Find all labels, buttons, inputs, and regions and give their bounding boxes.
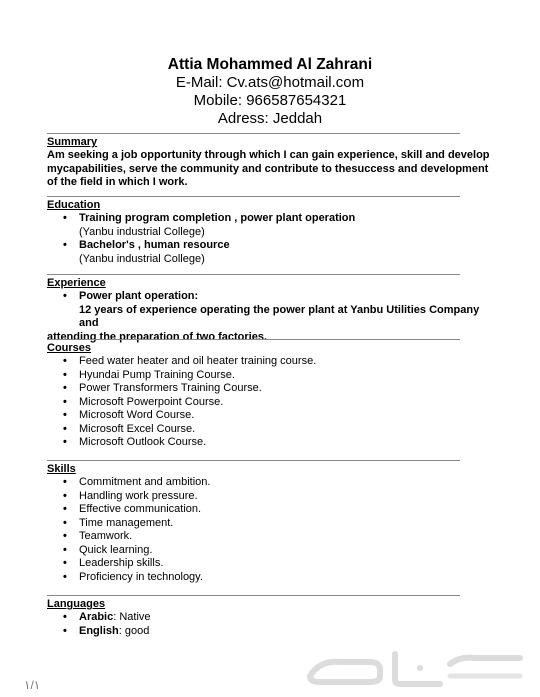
bullet-icon: •	[63, 395, 67, 408]
experience-section	[47, 277, 492, 344]
bullet-icon: •	[63, 611, 67, 623]
bullet-icon: •	[63, 543, 67, 556]
course-item: Microsoft Powerpoint Course.	[79, 395, 224, 408]
education-title: Bachelor's , human resource	[79, 239, 230, 251]
haraj-watermark	[300, 640, 530, 690]
list-item	[47, 239, 492, 266]
candidate-name: Attia Mohammed Al Zahrani	[167, 56, 373, 73]
list-item	[47, 503, 492, 517]
bullet-icon: •	[63, 239, 67, 251]
list-item	[47, 212, 492, 239]
list-item	[47, 369, 492, 383]
list-item	[47, 476, 492, 490]
bullet-icon: •	[63, 368, 67, 381]
experience-heading: Experience	[47, 277, 106, 289]
courses-section	[47, 342, 492, 450]
bullet-icon: •	[63, 489, 67, 502]
summary-heading: Summary	[47, 136, 98, 148]
course-item: Microsoft Word Course.	[79, 409, 195, 421]
education-institution: (Yanbu industrial College)	[79, 225, 205, 238]
bullet-icon: •	[63, 476, 67, 488]
bullet-icon: •	[63, 290, 67, 302]
divider	[47, 133, 460, 134]
resume-header	[0, 56, 540, 128]
skill-item: Time management.	[79, 516, 174, 529]
bullet-icon: •	[63, 557, 67, 569]
skills-list	[47, 476, 492, 584]
course-item: Microsoft Outlook Course.	[79, 436, 207, 448]
skill-item: Effective communication.	[79, 503, 202, 515]
skill-item: Proficiency in technology.	[79, 570, 203, 583]
skills-section	[47, 463, 492, 584]
skill-item: Teamwork.	[79, 530, 133, 542]
bullet-icon: •	[63, 409, 67, 421]
list-item	[47, 530, 492, 544]
skill-item: Commitment and ambition.	[79, 476, 211, 488]
language-name: Arabic	[79, 611, 114, 623]
skill-item: Leadership skills.	[79, 557, 164, 569]
list-item	[47, 611, 492, 625]
language-level: : good	[118, 624, 150, 637]
bullet-icon: •	[63, 503, 67, 515]
list-item	[47, 490, 492, 504]
courses-list	[47, 355, 492, 450]
list-item	[47, 382, 492, 396]
language-level: : Native	[113, 611, 151, 623]
bullet-icon: •	[63, 516, 67, 529]
bullet-icon: •	[63, 530, 67, 542]
course-item: Hyundai Pump Training Course.	[79, 368, 235, 381]
course-item: Feed water heater and oil heater training course.	[79, 355, 317, 367]
education-section	[47, 199, 492, 266]
skill-item: Handling work pressure.	[79, 489, 198, 502]
list-item	[47, 423, 492, 437]
languages-section	[47, 598, 492, 638]
list-item	[47, 571, 492, 585]
bullet-icon: •	[63, 382, 67, 394]
list-item	[47, 396, 492, 410]
divider	[47, 196, 460, 197]
summary-section	[47, 136, 492, 190]
language-name: English	[79, 624, 119, 637]
divider	[47, 274, 460, 275]
courses-heading: Courses	[47, 342, 92, 354]
list-item	[47, 517, 492, 531]
bullet-icon: •	[63, 624, 67, 637]
skill-item: Quick learning.	[79, 543, 153, 556]
experience-title: Power plant operation:	[79, 290, 199, 302]
education-title: Training program completion , power plant operation	[79, 212, 356, 224]
course-item: Power Transformers Training Course.	[79, 382, 262, 394]
list-item	[47, 290, 492, 304]
list-item	[47, 544, 492, 558]
course-item: Microsoft Excel Course.	[79, 422, 196, 435]
bullet-icon: •	[63, 570, 67, 583]
divider	[47, 595, 460, 596]
address-line: Adress: Jeddah	[217, 110, 323, 127]
bullet-icon: •	[63, 422, 67, 435]
list-item	[47, 625, 492, 639]
summary-text: Am seeking a job opportunity through which I can gain experience, skill and develop mycapabilities, serve the community and contribute to thesuccess and development of the field in which I work.	[47, 149, 490, 188]
education-heading: Education	[47, 199, 101, 211]
list-item	[47, 409, 492, 423]
divider	[47, 460, 460, 461]
bullet-icon: •	[63, 355, 67, 367]
bullet-icon: •	[63, 212, 67, 224]
experience-detail-rest: attending the preparation of two factories.	[47, 330, 268, 343]
experience-detail-first: 12 years of experience operating the power plant at Yanbu Utilities Company and	[79, 303, 480, 329]
languages-list	[47, 611, 492, 638]
list-item	[47, 436, 492, 450]
page-number: ١/١	[24, 678, 41, 692]
list-item	[47, 557, 492, 571]
education-institution: (Yanbu industrial College)	[79, 252, 205, 265]
experience-list	[47, 290, 492, 304]
education-list	[47, 212, 492, 266]
email-line: E-Mail: Cv.ats@hotmail.com	[175, 74, 365, 91]
languages-heading: Languages	[47, 598, 106, 610]
skills-heading: Skills	[47, 463, 76, 475]
divider	[47, 339, 460, 340]
mobile-line: Mobile: 966587654321	[193, 92, 347, 109]
bullet-icon: •	[63, 436, 67, 448]
list-item	[47, 355, 492, 369]
